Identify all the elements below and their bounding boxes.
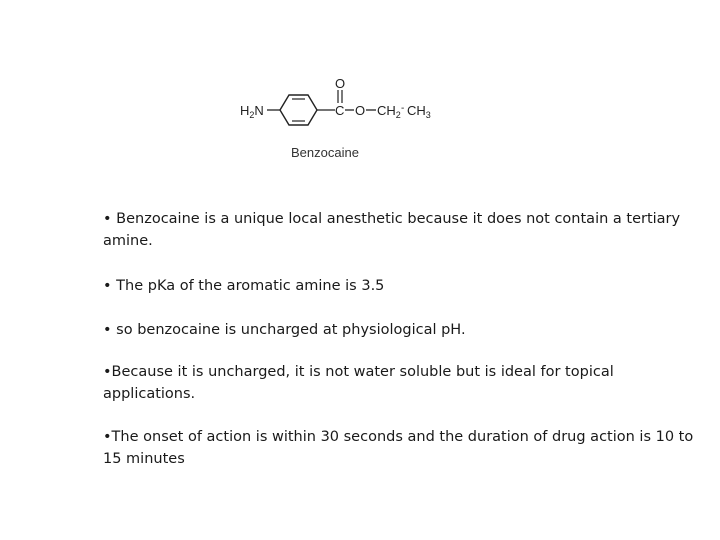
ch2-label: $CH_2$ [377, 103, 401, 120]
ester-oxygen-label: O [355, 103, 366, 118]
ch3-label: $CH_3$ [407, 103, 431, 120]
bullet-item-5: •The onset of action is within 30 seconds and the duration of drug action is 10 to 15 minutes [103, 429, 694, 467]
bullet-item-4: •Because it is uncharged, it is not water soluble but is ideal for topical applications. [103, 364, 614, 402]
amine-group-label: $H_2N$ [240, 103, 264, 120]
bullet-item-1: • Benzocaine is a unique local anesthetic because it does not contain a tertiary amine. [103, 211, 681, 249]
bullet-item-3: • so benzocaine is uncharged at physiological pH. [103, 322, 466, 338]
carbonyl-oxygen-label: O [335, 78, 346, 91]
bullet-item-2: • The pKa of the aromatic amine is 3.5 [103, 278, 385, 294]
carbonyl-carbon-label: C [335, 103, 345, 118]
structure-caption: Benzocaine [291, 145, 359, 160]
benzocaine-structure [236, 78, 436, 128]
bond-ch2-ch3-dot: - [401, 103, 405, 114]
